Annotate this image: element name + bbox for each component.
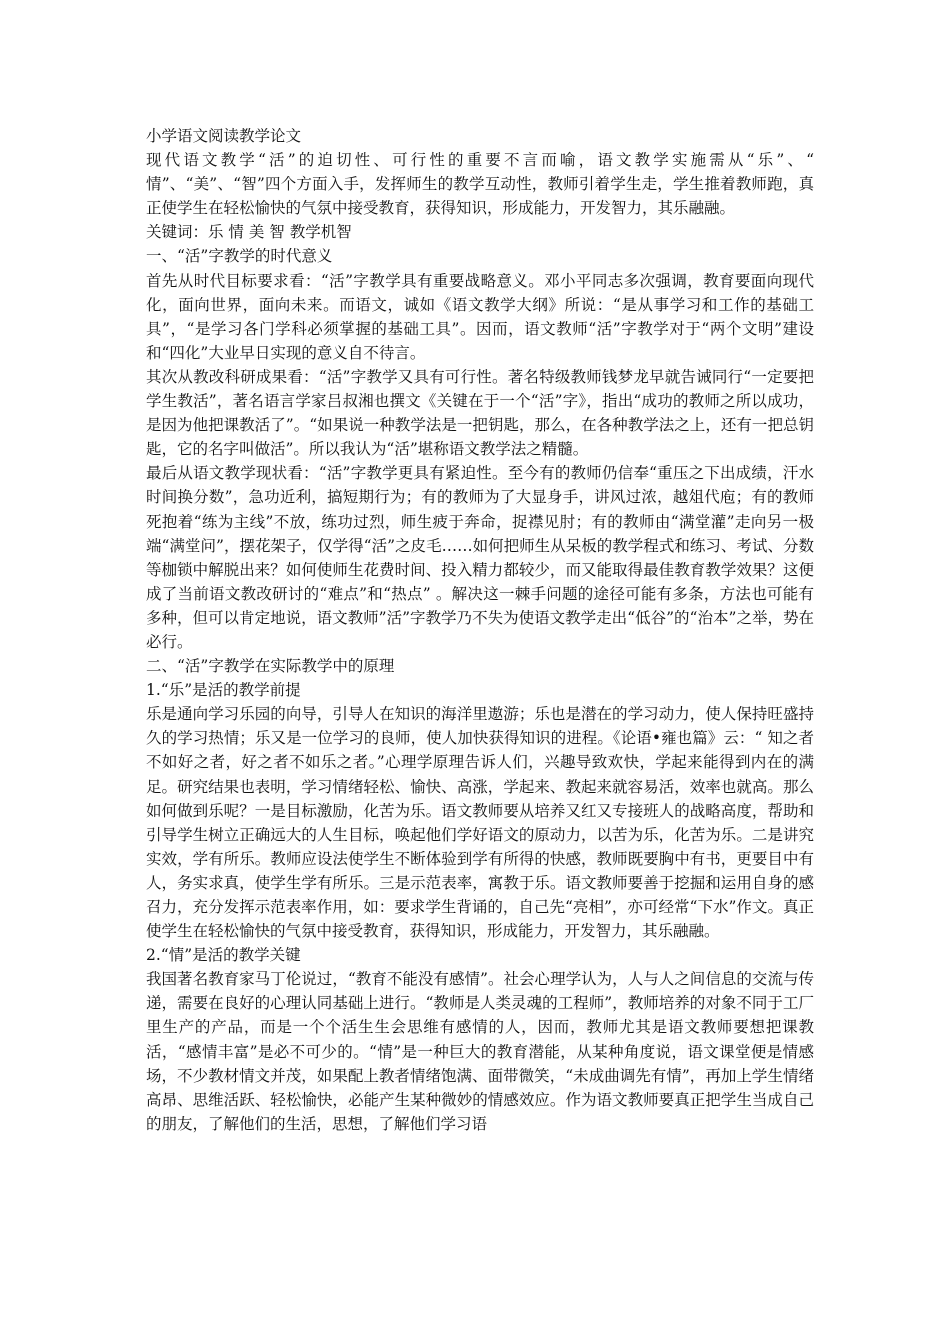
- subsection-2-paragraph: 我国著名教育家马丁伦说过，“教育不能没有感情”。社会心理学认为，人与人之间信息的交流与传递，需要在良好的心理认同基础上进行。“教师是人类灵魂的工程师”，教师培养的对象不同于工厂里生产的产品，而是一个个活生生会思维有感情的人，因而，教师尤其是语文教师要想把课教活，“感情丰富”是必不可少的。“情”是一种巨大的教育潜能，从某种角度说，语文课堂便是情感场，不少教材情文并茂，如果配上教者情绪饱满、面带微笑，“未成曲调先有情”，再加上学生情绪高昂、思维活跃、轻松愉快，必能产生某种微妙的情感效应。作为语文教师要真正把学生当成自己的朋友，了解他们的生活，思想，了解他们学习语: [146, 970, 814, 1133]
- subsection-2-heading: 2.“情”是活的教学关键: [146, 946, 301, 965]
- section-1-paragraph-2: 其次从教改科研成果看：“活”字教学又具有可行性。著名特级教师钱梦龙早就告诫同行“一定要把学生教活”，著名语言学家吕叔湘也撰文《关键在于一个“活”字》，指出“成功的教师之所以成功，是因为他把课教活了”。“如果说一种教学法是一把钥匙，那么，在各种教学法之上，还有一把总钥匙，它的名字叫做活”。所以我认为“活”堪称语文教学法之精髓。: [146, 367, 814, 459]
- section-1-paragraph-3: 最后从语文教学现状看：“活”字教学更具有紧迫性。至今有的教师仍信奉“重压之下出成绩，汗水时间换分数”，急功近利，搞短期行为；有的教师为了大显身手，讲风过浓，越俎代庖；有的教师死抱着“练为主线”不放，练功过烈，师生疲于奔命，捉襟见肘；有的教师由“满堂灌”走向另一极端“满堂问”，摆花架子，仅学得“活”之皮毛……如何把师生从呆板的教学程式和练习、考试、分数等枷锁中解脱出来？如何使师生花费时间、投入精力都较少，而又能取得最佳教育教学效果？这便成了当前语文教改研讨的“难点”和“热点” 。解决这一棘手问题的途径可能有多条，方法也可能有多种，但可以肯定地说，语文教师”活”字教学乃不失为使语文教学走出“低谷”的“治本”之举，势在必行。: [146, 464, 814, 651]
- document-title: 小学语文阅读教学论文: [146, 127, 302, 145]
- keywords-line: 关键词：乐 情 美 智 教学机智: [146, 223, 352, 242]
- document-page: [146, 124, 814, 1136]
- section-2-heading: 二、“活”字教学在实际教学中的原理: [146, 657, 395, 676]
- abstract-paragraph: 现代语文教学“活”的迫切性、可行性的重要不言而喻，语文教学实施需从“乐”、“ 情”、“美”、“智”四个方面入手，发挥师生的教学互动性，教师引着学生走，学生推着教师跑，真正使学生在轻松愉快的气氛中接受教育，获得知识，形成能力，开发智力，其乐融融。: [146, 151, 814, 218]
- subsection-1-heading: 1.“乐”是活的教学前提: [146, 681, 301, 700]
- subsection-1-paragraph: 乐是通向学习乐园的向导，引导人在知识的海洋里遨游；乐也是潜在的学习动力，使人保持旺盛持久的学习热情；乐又是一位学习的良师，使人加快获得知识的进程。《论语•雍也篇》云：“ 知之者不如好之者，好之者不如乐之者。”心理学原理告诉人们，兴趣导致欢快，学起来能得到内在的满足。研究结果也表明，学习情绪轻松、愉快、高涨，学起来、教起来就容易活，效率也就高。那么如何做到乐呢？一是目标激励，化苦为乐。语文教师要从培养又红又专接班人的战略高度，帮助和引导学生树立正确远大的人生目标，唤起他们学好语文的原动力，以苦为乐，化苦为乐。二是讲究实效，学有所乐。教师应设法使学生不断体验到学有所得的快感，教师既要胸中有书，更要目中有人，务实求真，使学生学有所乐。三是示范表率，寓教于乐。语文教师要善于挖掘和运用自身的感召力，充分发挥示范表率作用，如：要求学生背诵的，自己先“亮相”，亦可经常“下水”作文。真正使学生在轻松愉快的气氛中接受教育，获得知识，形成能力，开发智力，其乐融融。: [146, 705, 814, 941]
- section-1-paragraph-1: 首先从时代目标要求看：“活”字教学具有重要战略意义。邓小平同志多次强调，教育要面向现代化，面向世界，面向未来。而语文，诚如《语文教学大纲》所说：“是从事学习和工作的基础工具”，“是学习各门学科必须掌握的基础工具”。因而，语文教师“活”字教学对于“两个文明”建设和“四化”大业早日实现的意义自不待言。: [146, 271, 814, 362]
- section-1-heading: 一、“活”字教学的时代意义: [146, 247, 333, 266]
